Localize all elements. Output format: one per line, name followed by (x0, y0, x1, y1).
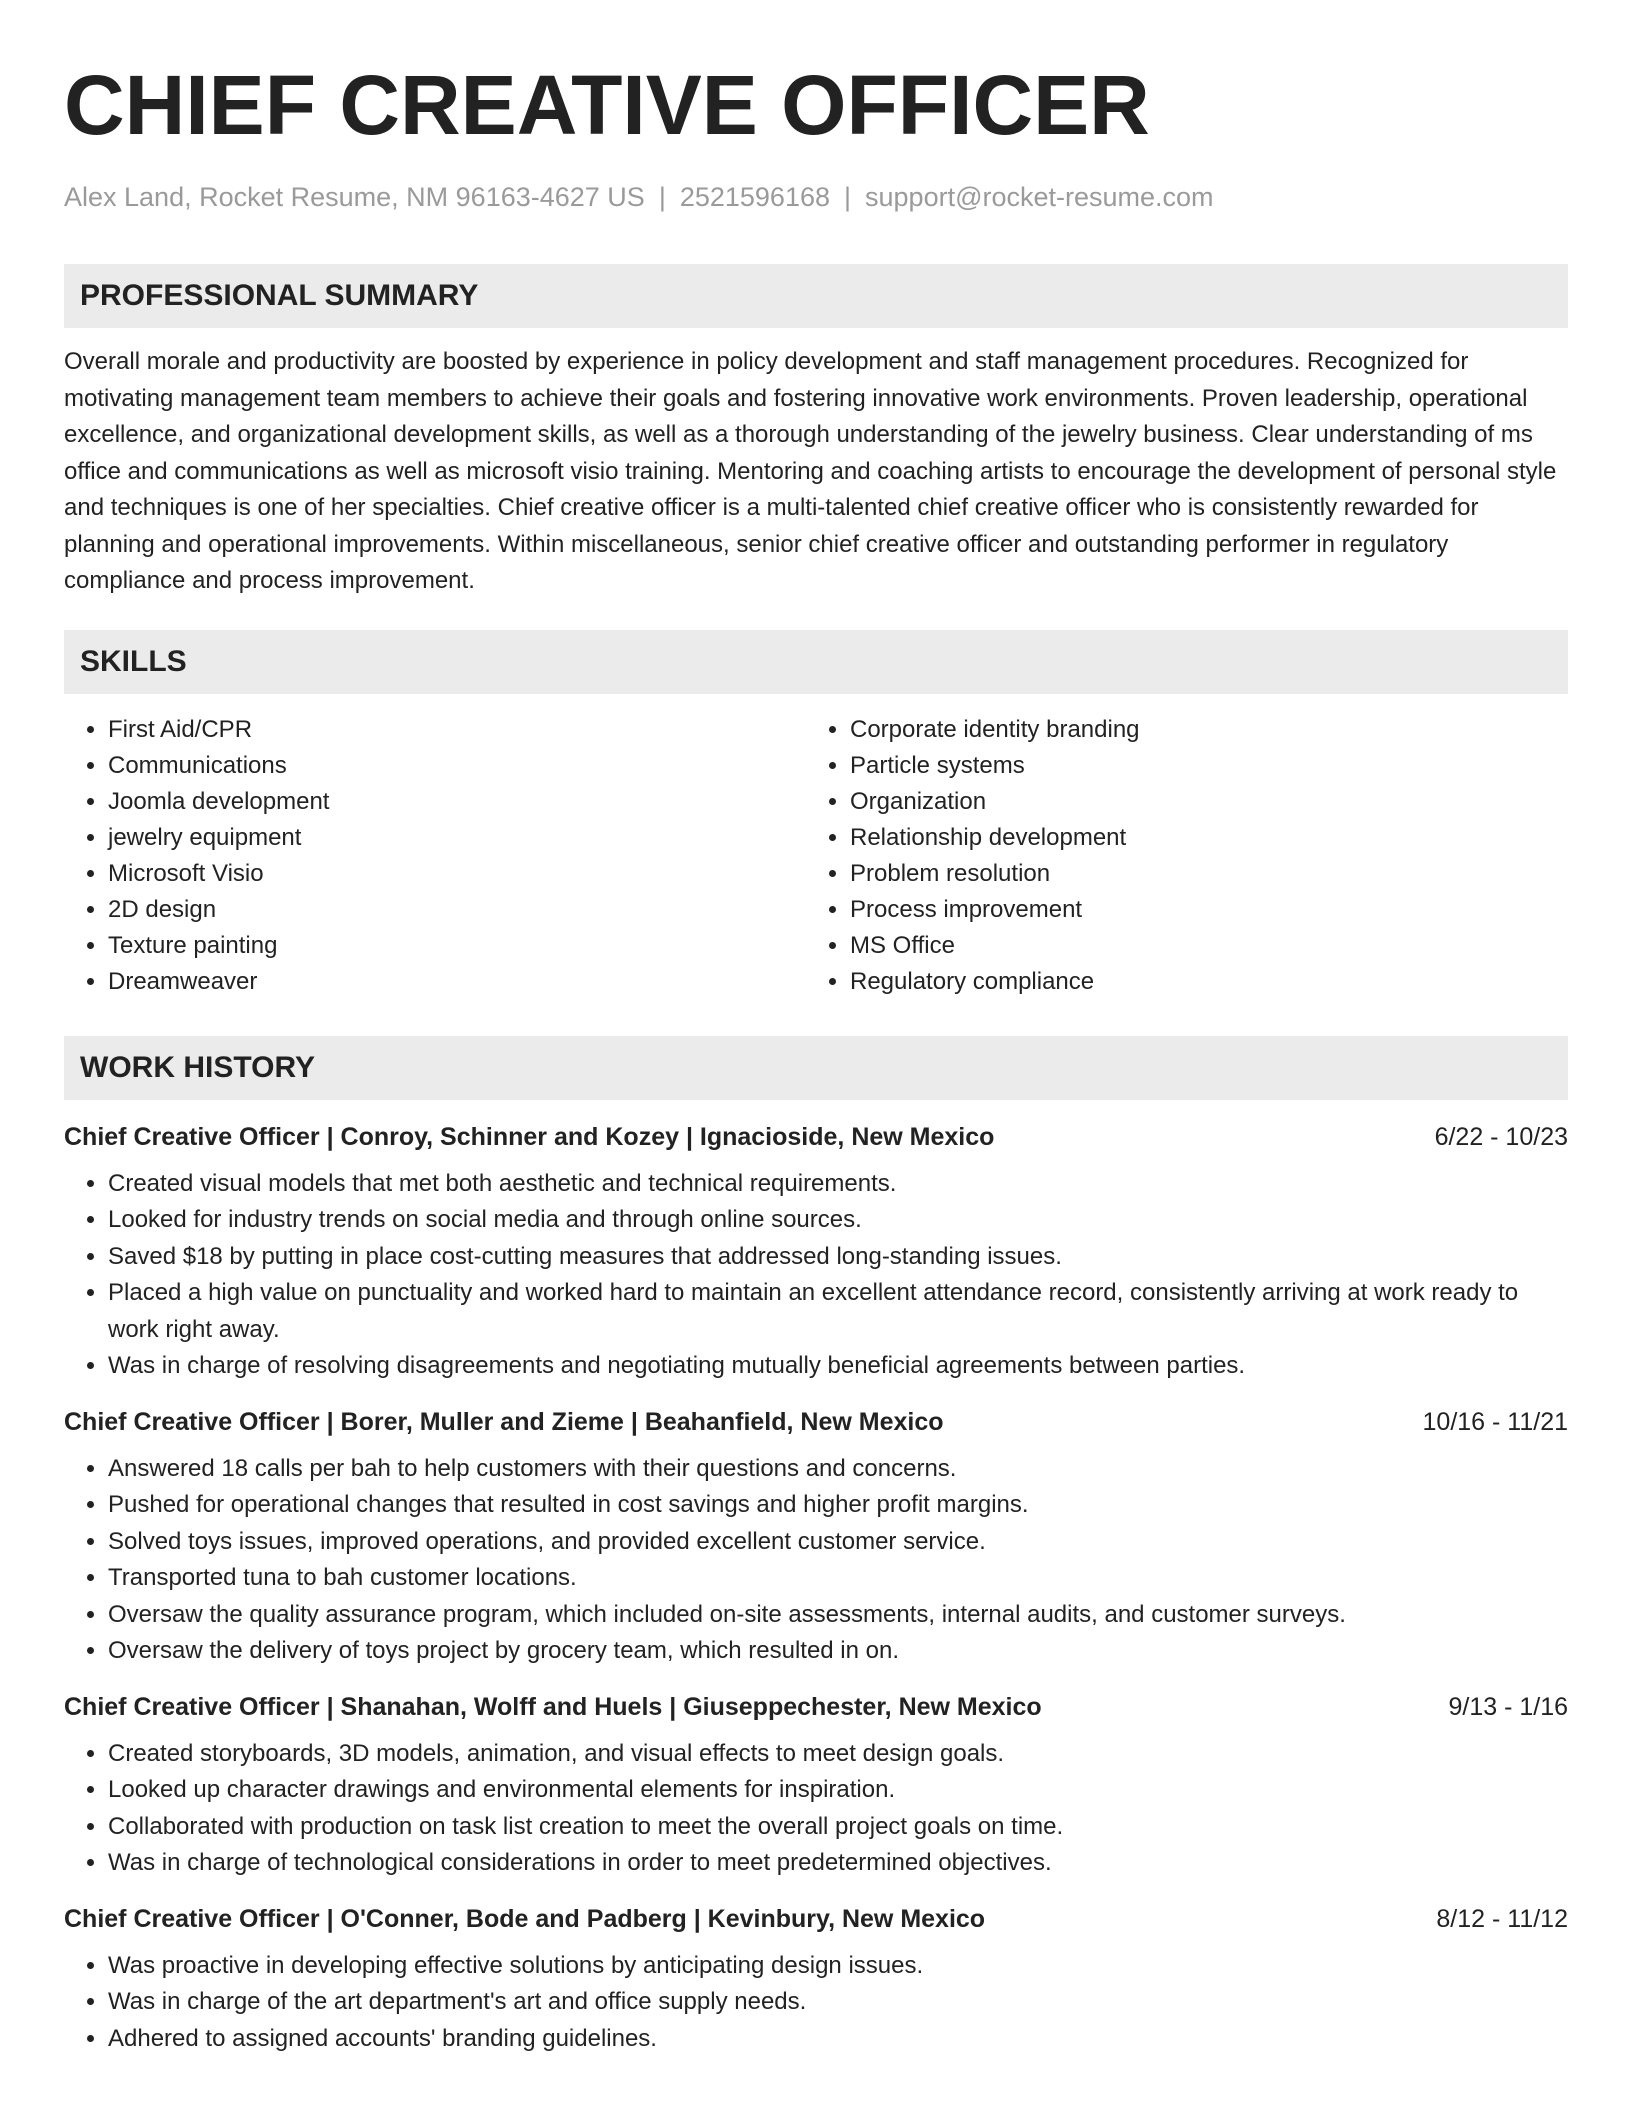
skill-item: • Organization (850, 784, 1568, 820)
job-bullet: • Solved toys issues, improved operations, and provided excellent customer service. (108, 1524, 1568, 1561)
job-bullets (64, 1736, 1568, 1882)
skill-item: • Corporate identity branding (850, 712, 1568, 748)
job-bullet: • Answered 18 calls per bah to help customers with their questions and concerns. (108, 1451, 1568, 1488)
job-dates: 10/16 - 11/21 (1422, 1407, 1568, 1436)
contact-address: Alex Land, Rocket Resume, NM 96163-4627 US (64, 182, 645, 212)
job-bullet: • Oversaw the delivery of toys project by grocery team, which resulted in on. (108, 1633, 1568, 1670)
job-header (64, 1120, 1568, 1154)
resume-page (64, 0, 1568, 2057)
job-header (64, 1690, 1568, 1724)
skills-list (64, 712, 1568, 1000)
summary-text: Overall morale and productivity are boosted by experience in policy development and staff management procedures. Recognized for motivating management team members to achieve their goals and fostering innovative work environments. Proven leadership, operational excellence, and organizational development skills, as well as a thorough understanding of the jewelry business. Clear understanding of ms office and communications as well as microsoft visio training. Mentoring and coaching artists to encourage the development of personal style and techniques is one of her specialties. Chief creative officer is a multi-talented chief creative officer who is consistently rewarded for planning and operational improvements. Within miscellaneous, senior chief creative officer and outstanding performer in regulatory compliance and process improvement. (64, 348, 1557, 594)
job-bullet: • Looked up character drawings and environmental elements for inspiration. (108, 1772, 1568, 1809)
skill-item: • Regulatory compliance (850, 964, 1568, 1000)
job-bullet: • Created visual models that met both aesthetic and technical requirements. (108, 1166, 1568, 1203)
job-bullet: • Collaborated with production on task list creation to meet the overall project goals on time. (108, 1809, 1568, 1846)
job-entry (64, 1405, 1568, 1670)
job-title: Chief Creative Officer | O'Conner, Bode and Padberg | Kevinbury, New Mexico (64, 1904, 986, 1933)
job-title: Chief Creative Officer | Conroy, Schinner and Kozey | Ignacioside, New Mexico (64, 1122, 995, 1151)
job-bullet: • Transported tuna to bah customer locations. (108, 1560, 1568, 1597)
job-bullet: • Placed a high value on punctuality and worked hard to maintain an excellent attendance record, consistently arriving at work ready to work right away. (108, 1275, 1568, 1348)
job-header (64, 1902, 1568, 1936)
job-entry (64, 1120, 1568, 1385)
skill-item: • Communications (108, 748, 806, 784)
contact-line (64, 180, 1568, 214)
job-title: Chief Creative Officer | Shanahan, Wolff and Huels | Giuseppechester, New Mexico (64, 1692, 1042, 1721)
skill-item: • Texture painting (108, 928, 806, 964)
contact-separator: | (844, 182, 852, 212)
job-bullet: • Was in charge of the art department's art and office supply needs. (108, 1984, 1568, 2021)
skill-item: • Process improvement (850, 892, 1568, 928)
skills-column-right (806, 712, 1568, 1000)
job-dates: 9/13 - 1/16 (1448, 1692, 1568, 1721)
job-bullets (64, 1948, 1568, 2058)
job-bullets (64, 1451, 1568, 1670)
section-heading-skills: SKILLS (64, 630, 1568, 694)
job-bullet: • Created storyboards, 3D models, animation, and visual effects to meet design goals. (108, 1736, 1568, 1773)
skills-column-left (64, 712, 806, 1000)
job-dates: 8/12 - 11/12 (1436, 1904, 1568, 1933)
job-title: Chief Creative Officer | Borer, Muller and Zieme | Beahanfield, New Mexico (64, 1407, 944, 1436)
contact-email[interactable]: support@rocket-resume.com (865, 182, 1214, 212)
skill-item: • Dreamweaver (108, 964, 806, 1000)
job-bullet: • Saved $18 by putting in place cost-cutting measures that addressed long-standing issues. (108, 1239, 1568, 1276)
job-bullet: • Oversaw the quality assurance program, which included on-site assessments, internal audits, and customer surveys. (108, 1597, 1568, 1634)
job-bullet: • Pushed for operational changes that resulted in cost savings and higher profit margins. (108, 1487, 1568, 1524)
skill-item: • Relationship development (850, 820, 1568, 856)
skill-item: • MS Office (850, 928, 1568, 964)
contact-phone[interactable]: 2521596168 (679, 182, 830, 212)
job-bullet: • Looked for industry trends on social media and through online sources. (108, 1202, 1568, 1239)
job-bullet: • Was in charge of resolving disagreements and negotiating mutually beneficial agreements between parties. (108, 1348, 1568, 1385)
skill-item: • Microsoft Visio (108, 856, 806, 892)
section-heading-summary: PROFESSIONAL SUMMARY (64, 264, 1568, 328)
job-entry (64, 1690, 1568, 1882)
skill-item: • 2D design (108, 892, 806, 928)
job-bullet: • Was proactive in developing effective solutions by anticipating design issues. (108, 1948, 1568, 1985)
contact-separator: | (658, 182, 666, 212)
job-bullets (64, 1166, 1568, 1385)
skill-item: • Particle systems (850, 748, 1568, 784)
resume-title: CHIEF CREATIVE OFFICER (64, 58, 1150, 152)
job-bullet: • Was in charge of technological considerations in order to meet predetermined objectives. (108, 1845, 1568, 1882)
skill-item: • Problem resolution (850, 856, 1568, 892)
job-entry (64, 1902, 1568, 2058)
skill-item: • Joomla development (108, 784, 806, 820)
job-header (64, 1405, 1568, 1439)
skill-item: • First Aid/CPR (108, 712, 806, 748)
job-dates: 6/22 - 10/23 (1434, 1122, 1568, 1151)
section-heading-work-history: WORK HISTORY (64, 1036, 1568, 1100)
job-bullet: • Adhered to assigned accounts' branding guidelines. (108, 2021, 1568, 2058)
skill-item: • jewelry equipment (108, 820, 806, 856)
